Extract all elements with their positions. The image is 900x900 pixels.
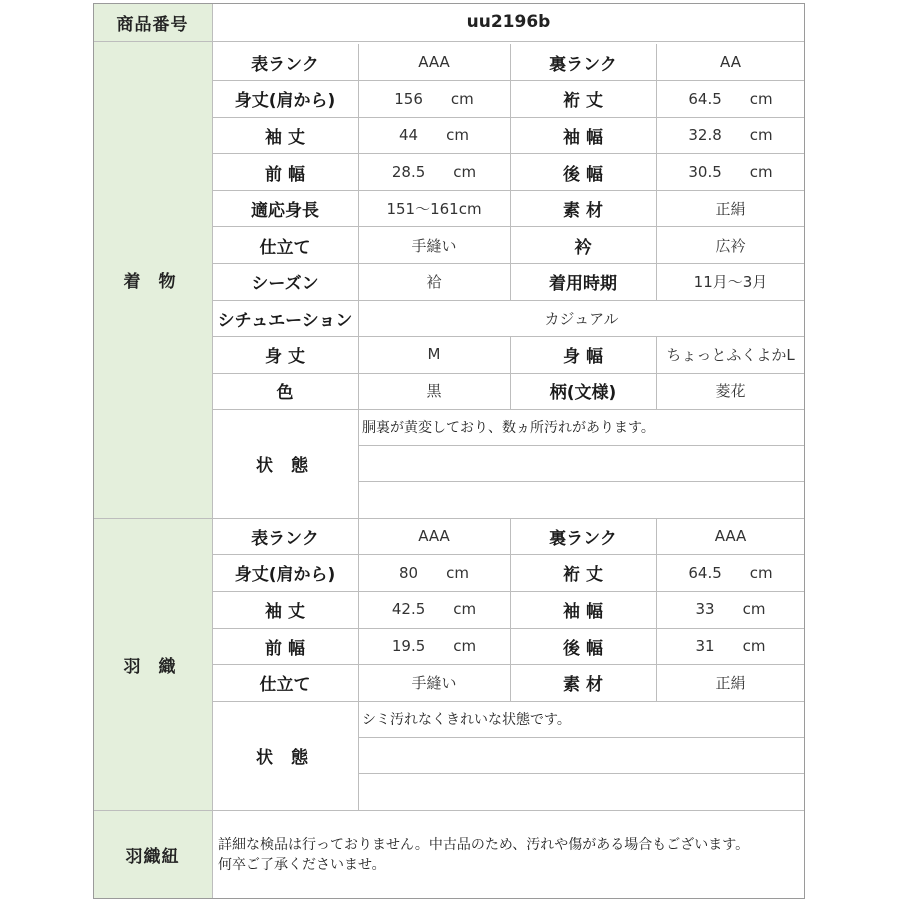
kimono-row-label-left: シーズン [251,274,319,295]
kimono-row-value-right [656,81,805,118]
row-divider [358,445,805,446]
kimono-row-value-left [358,264,510,301]
kimono-row2-value-left [358,336,510,373]
kimono-row-value-right [656,154,805,191]
haori-row-value-right [656,591,805,628]
row-divider [212,300,805,301]
kimono-row-value-right-number: 64.5 [688,89,722,108]
row-divider [212,554,805,555]
haori-row-value-right [656,555,805,592]
kimono-row2-value-right [656,373,805,410]
himo-note-line-1: 詳細な検品は行っておりません。中古品のため、汚れや傷がある場合もございます。 [218,836,750,853]
row-divider [212,117,805,118]
column-divider [358,409,359,518]
situation-label: シチュエーション [217,310,353,331]
haori-row-value-left-number: AAA [418,527,450,546]
kimono-row-value-left-number: AAA [418,53,450,72]
kimono-row-value-right-number: AA [720,53,741,72]
row-divider [212,591,805,592]
kimono-row-value-right-unit: cm [749,89,773,108]
product-number-label: 商品番号 [93,3,212,41]
row-divider [358,773,805,774]
row-divider [93,518,805,519]
haori-row-value-right [656,628,805,665]
product-code: uu2196b [466,12,551,32]
haori-row-value-left-number: 80 [399,563,419,582]
haori-row-value-left-number: 手縫い [411,674,457,693]
kimono-row-value-right [656,264,805,301]
kimono-row-value-left [358,227,510,264]
kimono-row-value-right [656,227,805,264]
haori-row-value-left-unit: cm [453,637,477,656]
kimono-row2-value-right-number: 菱花 [715,382,746,401]
kimono-row-label-right: 裄 丈 [563,91,603,112]
haori-row-label-left: 袖 丈 [265,601,305,622]
haori-row-value-right [656,664,805,701]
row-divider [358,481,805,482]
kimono-row-value-right [656,190,805,227]
row-divider [212,409,805,410]
haori-row-value-right-number: 64.5 [688,563,722,582]
kimono-row2-label-right: 柄(文様) [549,383,617,404]
haori-row-value-left [358,555,510,592]
kimono-row-value-left-number: 28.5 [391,163,426,182]
column-divider [510,44,511,300]
kimono-row2-value-right [656,336,805,373]
haori-row-value-right-number: 31 [695,637,715,656]
kimono-row-value-left-unit: cm [453,163,477,182]
row-divider [212,80,805,81]
column-divider [656,336,657,409]
column-divider [656,44,657,300]
kimono-row-value-right-number: 正絹 [715,200,746,219]
haori-row-label-right: 裏ランク [549,528,617,549]
kimono-row-label-right: 衿 [574,237,592,258]
kimono-row2-label-right: 身 幅 [563,346,603,367]
kimono-row2-value-left-number: M [427,345,441,364]
haori-row-value-left [358,664,510,701]
row-divider [212,628,805,629]
haori-section-label: 羽 織 [93,518,212,810]
haori-row-label-right: 裄 丈 [563,565,603,586]
kimono-row-value-left-number: 44 [399,126,419,145]
kimono-row-value-left-unit: cm [450,89,474,108]
haori-row-value-left-unit: cm [453,600,477,619]
himo-section-label: 羽織紐 [93,810,212,899]
kimono-row-value-right-unit: cm [749,163,773,182]
kimono-row-label-left: 身丈(肩から) [234,91,336,112]
kimono-row-label-left: 前 幅 [265,164,305,185]
row-divider [212,373,805,374]
kimono-row2-value-left [358,373,510,410]
haori-row-label-left: 前 幅 [265,638,305,659]
haori-row-value-left-unit: cm [446,563,469,582]
kimono-row-value-left-unit: cm [446,126,469,145]
row-divider [93,810,805,811]
haori-row-value-left-number: 42.5 [391,600,426,619]
kimono-row-value-left [358,81,510,118]
haori-row-value-left [358,628,510,665]
kimono-row-value-left-number: 156 [394,89,423,108]
kimono-row-label-right: 素 材 [563,201,603,222]
kimono-row-value-right-number: 11月～3月 [693,273,768,292]
haori-row-label-left: 仕立て [259,675,311,696]
haori-row-value-left [358,518,510,555]
haori-row-label-left: 表ランク [251,528,319,549]
kimono-row-value-left-number: 袷 [426,273,442,292]
column-divider [212,3,213,899]
column-divider [358,44,359,409]
kimono-row-value-right-unit: cm [749,126,773,145]
kimono-section-label: 着 物 [93,41,212,518]
kimono-row2-label-left: 色 [276,383,294,404]
situation-value: カジュアル [544,309,619,328]
kimono-row-label-left: 表ランク [251,54,319,75]
kimono-row-value-left [358,44,510,81]
haori-row-value-left-number: 19.5 [391,637,426,656]
haori-row-label-left: 身丈(肩から) [234,565,336,586]
haori-condition-label: 状 態 [256,748,314,768]
kimono-row-label-left: 袖 丈 [265,127,305,148]
kimono-condition-label: 状 態 [256,456,314,476]
kimono-row2-value-right-number: ちょっとふくよかL [666,345,795,364]
row-divider [212,664,805,665]
kimono-row-value-right-number: 30.5 [688,163,722,182]
haori-condition-text: シミ汚れなくきれいな状態です。 [362,712,571,728]
row-divider [212,336,805,337]
row-divider [358,737,805,738]
haori-row-label-right: 袖 幅 [563,601,603,622]
column-divider [510,518,511,701]
kimono-row-value-left [358,190,510,227]
kimono-row-value-right-number: 32.8 [688,126,722,145]
row-divider [212,701,805,702]
himo-note [212,810,805,899]
haori-row-value-right-number: AAA [714,527,747,546]
kimono-row-label-right: 着用時期 [549,274,617,295]
haori-row-value-right-number: 正絹 [715,674,746,693]
column-divider [656,518,657,701]
kimono-row-label-left: 仕立て [259,237,311,258]
kimono-row-value-right-number: 広衿 [715,236,746,255]
haori-row-value-left [358,591,510,628]
column-divider [510,336,511,409]
kimono-row2-value-left-number: 黒 [426,382,442,401]
row-divider [212,226,805,227]
kimono-row-value-left-number: 手縫い [411,236,457,255]
kimono-row-value-left [358,154,510,191]
kimono-row-value-right [656,117,805,154]
row-divider [93,41,805,42]
kimono-row-value-left-number: 151～161cm [386,200,482,219]
haori-row-value-right [656,518,805,555]
kimono-condition-text: 胴裏が黄変しており、数ヵ所汚れがあります。 [362,420,655,436]
kimono-row-label-left: 適応身長 [251,201,319,222]
haori-row-value-right-number: 33 [695,600,715,619]
haori-row-value-right-unit: cm [749,563,773,582]
kimono-row-label-right: 袖 幅 [563,127,603,148]
haori-row-label-right: 素 材 [563,675,603,696]
row-divider [212,263,805,264]
kimono-row-label-right: 後 幅 [563,164,603,185]
kimono-row-value-left [358,117,510,154]
column-divider [358,518,359,810]
row-divider [212,190,805,191]
haori-row-value-right-unit: cm [742,600,766,619]
haori-row-label-right: 後 幅 [563,638,603,659]
kimono-row2-label-left: 身 丈 [265,346,305,367]
row-divider [212,153,805,154]
himo-note-line-2: 何卒ご了承くださいませ。 [218,856,386,873]
kimono-row-value-right [656,44,805,81]
haori-row-value-right-unit: cm [742,637,766,656]
kimono-row-label-right: 裏ランク [549,54,617,75]
